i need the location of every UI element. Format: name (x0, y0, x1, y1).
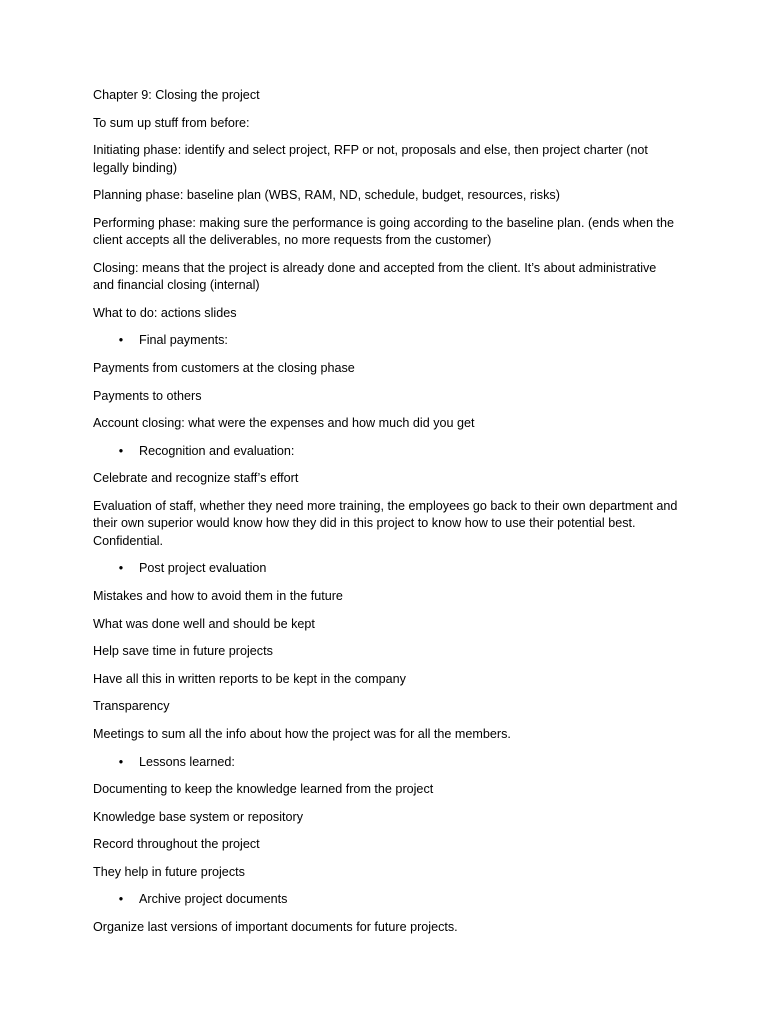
bullet-text: Archive project documents (139, 892, 288, 907)
paragraph: Transparency (93, 699, 170, 714)
paragraph: Performing phase: making sure the performance is going according to the baseline plan. (ends when the client accepts all the deliverables, no more requests from the customer) (93, 215, 675, 248)
bullet-item (93, 443, 678, 460)
paragraph: Organize last versions of important documents for future projects. (93, 920, 458, 935)
paragraph: Mistakes and how to avoid them in the future (93, 588, 343, 603)
bullet-marker: • (118, 892, 124, 907)
paragraph: Account closing: what were the expenses and how much did you get (93, 416, 475, 431)
paragraph: Meetings to sum all the info about how the project was for all the members. (93, 726, 511, 741)
bullet-item (93, 754, 678, 771)
paragraph: Evaluation of staff, whether they need more training, the employees go back to their own department and their own superior would know how they did in this project to know how to use their potential best. Confidential. (93, 498, 678, 548)
paragraph: Help save time in future projects (93, 644, 273, 659)
paragraph: They help in future projects (93, 864, 245, 879)
paragraph: Planning phase: baseline plan (WBS, RAM, ND, schedule, budget, resources, risks) (93, 188, 560, 203)
bullet-text: Recognition and evaluation: (139, 443, 295, 458)
bullet-item (93, 332, 678, 349)
paragraph: Payments from customers at the closing phase (93, 360, 355, 375)
document-body (93, 87, 678, 947)
paragraph: To sum up stuff from before: (93, 115, 250, 130)
paragraph: Payments to others (93, 388, 202, 403)
bullet-item (93, 560, 678, 577)
bullet-marker: • (118, 443, 124, 458)
paragraph: What to do: actions slides (93, 305, 237, 320)
document-title: Chapter 9: Closing the project (93, 88, 260, 102)
paragraph: Knowledge base system or repository (93, 809, 303, 824)
bullet-text: Post project evaluation (139, 561, 267, 576)
paragraph: Celebrate and recognize staff’s effort (93, 471, 299, 486)
bullet-text: Lessons learned: (139, 754, 235, 769)
paragraph: Have all this in written reports to be kept in the company (93, 671, 406, 686)
bullet-marker: • (118, 333, 124, 348)
bullet-marker: • (118, 754, 124, 769)
paragraph: What was done well and should be kept (93, 616, 315, 631)
paragraph: Closing: means that the project is already done and accepted from the client. It’s about administrative and financial closing (internal) (93, 260, 657, 293)
paragraph: Initiating phase: identify and select project, RFP or not, proposals and else, then project charter (not legally binding) (93, 143, 648, 175)
bullet-text: Final payments: (139, 333, 228, 348)
bullet-marker: • (118, 561, 124, 576)
paragraph: Documenting to keep the knowledge learned from the project (93, 782, 434, 797)
paragraph: Record throughout the project (93, 837, 260, 852)
bullet-item (93, 891, 678, 908)
